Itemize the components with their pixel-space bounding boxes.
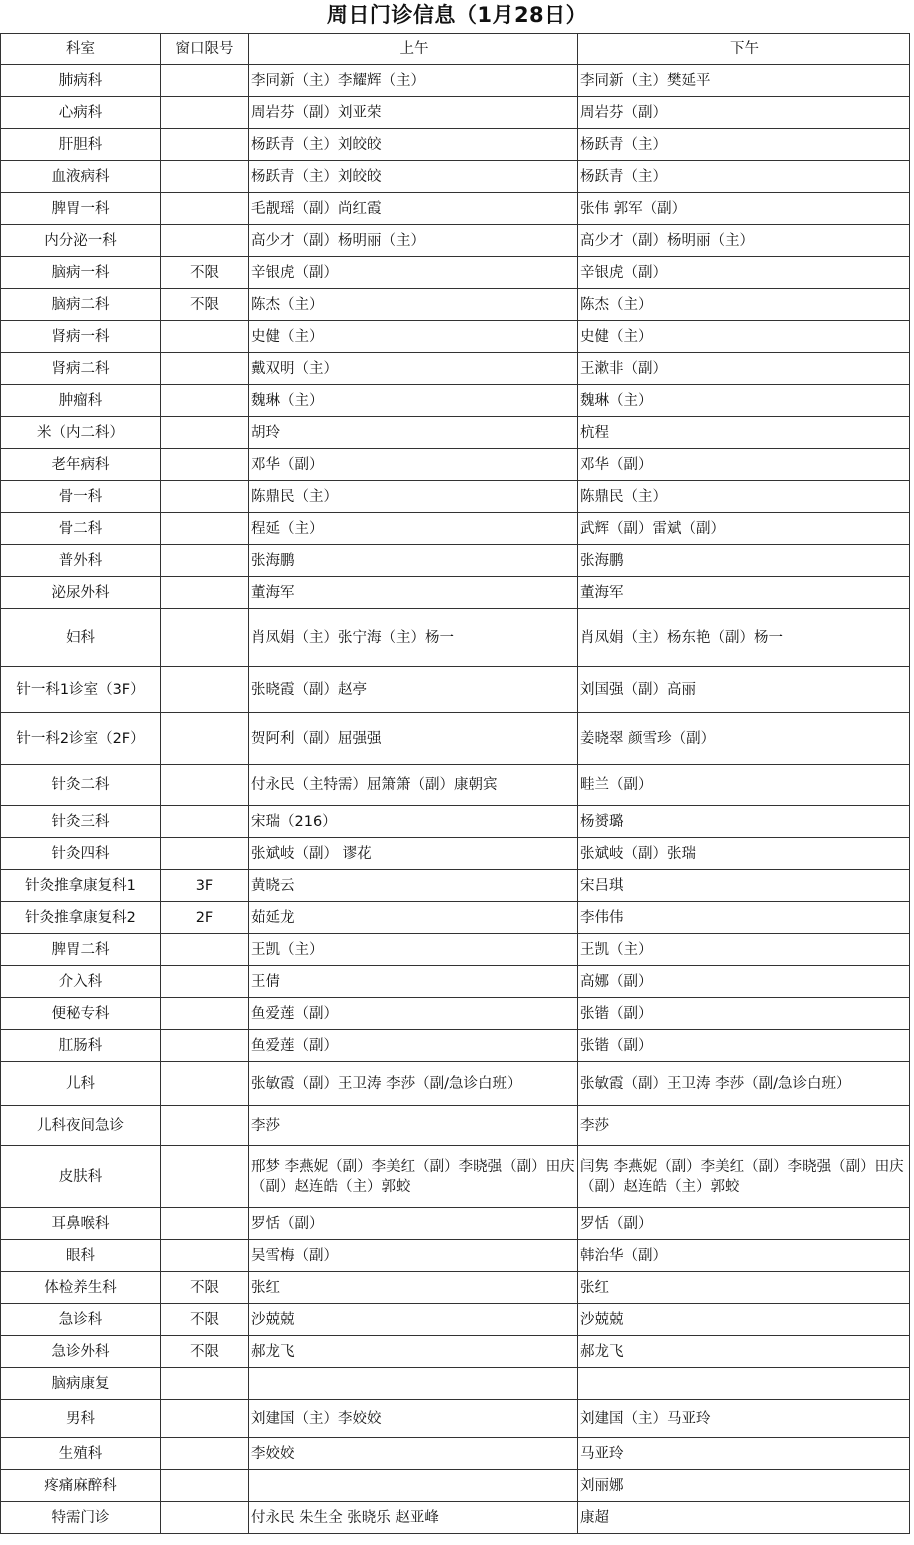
window-limit-cell: 不限 — [161, 1336, 249, 1368]
dept-cell: 便秘专科 — [1, 998, 161, 1030]
table-row — [1, 513, 910, 545]
morning-cell: 杨跃青（主）刘皎皎 — [249, 161, 578, 193]
morning-cell: 付永民（主特需）屈箫箫（副）康朝宾 — [249, 765, 578, 806]
afternoon-cell: 王凯（主） — [578, 934, 910, 966]
afternoon-cell: 辛银虎（副） — [578, 257, 910, 289]
table-row — [1, 385, 910, 417]
morning-cell: 陈杰（主） — [249, 289, 578, 321]
dept-cell: 针灸三科 — [1, 806, 161, 838]
dept-cell: 针灸推拿康复科1 — [1, 870, 161, 902]
header-dept: 科室 — [1, 34, 161, 65]
afternoon-cell: 李莎 — [578, 1106, 910, 1146]
afternoon-cell: 陈鼎民（主） — [578, 481, 910, 513]
dept-cell: 体检养生科 — [1, 1272, 161, 1304]
window-limit-cell: 不限 — [161, 257, 249, 289]
afternoon-cell: 宋吕琪 — [578, 870, 910, 902]
afternoon-cell: 高少才（副）杨明丽（主） — [578, 225, 910, 257]
dept-cell: 特需门诊 — [1, 1502, 161, 1534]
window-limit-cell — [161, 1400, 249, 1438]
table-row — [1, 1400, 910, 1438]
table-row — [1, 321, 910, 353]
dept-cell: 针灸四科 — [1, 838, 161, 870]
table-row — [1, 609, 910, 667]
window-limit-cell: 不限 — [161, 289, 249, 321]
table-row — [1, 289, 910, 321]
morning-cell: 吴雪梅（副） — [249, 1240, 578, 1272]
window-limit-cell — [161, 1030, 249, 1062]
dept-cell: 老年病科 — [1, 449, 161, 481]
dept-cell: 肿瘤科 — [1, 385, 161, 417]
afternoon-cell: 陈杰（主） — [578, 289, 910, 321]
table-row — [1, 161, 910, 193]
afternoon-cell: 李同新（主）樊延平 — [578, 65, 910, 97]
window-limit-cell — [161, 713, 249, 765]
dept-cell: 急诊科 — [1, 1304, 161, 1336]
afternoon-cell — [578, 1368, 910, 1400]
window-limit-cell — [161, 417, 249, 449]
morning-cell: 鱼爱莲（副） — [249, 998, 578, 1030]
table-row — [1, 449, 910, 481]
morning-cell — [249, 1470, 578, 1502]
morning-cell: 李同新（主）李耀辉（主） — [249, 65, 578, 97]
afternoon-cell: 姜晓翠 颜雪珍（副） — [578, 713, 910, 765]
table-row — [1, 257, 910, 289]
table-row — [1, 1062, 910, 1106]
morning-cell: 李莎 — [249, 1106, 578, 1146]
dept-cell: 皮肤科 — [1, 1146, 161, 1208]
window-limit-cell — [161, 577, 249, 609]
afternoon-cell: 刘丽娜 — [578, 1470, 910, 1502]
morning-cell: 邓华（副） — [249, 449, 578, 481]
afternoon-cell: 闫隽 李燕妮（副）李美红（副）李晓强（副）田庆（副）赵连皓（主）郭蛟 — [578, 1146, 910, 1208]
dept-cell: 儿科 — [1, 1062, 161, 1106]
dept-cell: 男科 — [1, 1400, 161, 1438]
dept-cell: 针灸二科 — [1, 765, 161, 806]
table-row — [1, 481, 910, 513]
afternoon-cell: 高娜（副） — [578, 966, 910, 998]
window-limit-cell — [161, 97, 249, 129]
morning-cell: 魏琳（主） — [249, 385, 578, 417]
afternoon-cell: 韩治华（副） — [578, 1240, 910, 1272]
dept-cell: 脾胃二科 — [1, 934, 161, 966]
window-limit-cell — [161, 998, 249, 1030]
window-limit-cell — [161, 1502, 249, 1534]
morning-cell: 郝龙飞 — [249, 1336, 578, 1368]
dept-cell: 针一科1诊室（3F） — [1, 667, 161, 713]
dept-cell: 妇科 — [1, 609, 161, 667]
afternoon-cell: 邓华（副） — [578, 449, 910, 481]
afternoon-cell: 刘建国（主）马亚玲 — [578, 1400, 910, 1438]
afternoon-cell: 张红 — [578, 1272, 910, 1304]
window-limit-cell: 3F — [161, 870, 249, 902]
dept-cell: 介入科 — [1, 966, 161, 998]
morning-cell: 张斌岐（副） 谬花 — [249, 838, 578, 870]
dept-cell: 疼痛麻醉科 — [1, 1470, 161, 1502]
table-row — [1, 713, 910, 765]
dept-cell: 肾病一科 — [1, 321, 161, 353]
table-row — [1, 353, 910, 385]
dept-cell: 脑病康复 — [1, 1368, 161, 1400]
table-row — [1, 838, 910, 870]
window-limit-cell — [161, 353, 249, 385]
window-limit-cell — [161, 65, 249, 97]
table-row — [1, 1208, 910, 1240]
table-row — [1, 1438, 910, 1470]
afternoon-cell: 罗恬（副） — [578, 1208, 910, 1240]
header-row — [1, 34, 910, 65]
window-limit-cell — [161, 193, 249, 225]
afternoon-cell: 魏琳（主） — [578, 385, 910, 417]
dept-cell: 普外科 — [1, 545, 161, 577]
afternoon-cell: 畦兰（副） — [578, 765, 910, 806]
table-row — [1, 1502, 910, 1534]
afternoon-cell: 刘国强（副）高丽 — [578, 667, 910, 713]
dept-cell: 脑病二科 — [1, 289, 161, 321]
morning-cell: 张海鹏 — [249, 545, 578, 577]
table-row — [1, 577, 910, 609]
afternoon-cell: 肖凤娟（主）杨东艳（副）杨一 — [578, 609, 910, 667]
afternoon-cell: 杨跃青（主） — [578, 129, 910, 161]
window-limit-cell — [161, 609, 249, 667]
afternoon-cell: 张伟 郭军（副） — [578, 193, 910, 225]
afternoon-cell: 史健（主） — [578, 321, 910, 353]
table-row — [1, 1470, 910, 1502]
dept-cell: 针一科2诊室（2F） — [1, 713, 161, 765]
table-row — [1, 1336, 910, 1368]
dept-cell: 肺病科 — [1, 65, 161, 97]
morning-cell: 邢梦 李燕妮（副）李美红（副）李晓强（副）田庆（副）赵连皓（主）郭蛟 — [249, 1146, 578, 1208]
table-row — [1, 902, 910, 934]
morning-cell: 周岩芬（副）刘亚荣 — [249, 97, 578, 129]
table-row — [1, 417, 910, 449]
morning-cell: 贺阿利（副）屈强强 — [249, 713, 578, 765]
afternoon-cell: 张敏霞（副）王卫涛 李莎（副/急诊白班） — [578, 1062, 910, 1106]
afternoon-cell: 杭程 — [578, 417, 910, 449]
table-row — [1, 1240, 910, 1272]
table-row — [1, 129, 910, 161]
table-row — [1, 545, 910, 577]
table-row — [1, 998, 910, 1030]
afternoon-cell: 张斌岐（副）张瑞 — [578, 838, 910, 870]
dept-cell: 针灸推拿康复科2 — [1, 902, 161, 934]
window-limit-cell — [161, 225, 249, 257]
window-limit-cell — [161, 1368, 249, 1400]
afternoon-cell: 李伟伟 — [578, 902, 910, 934]
table-row — [1, 1368, 910, 1400]
afternoon-cell: 杨跃青（主） — [578, 161, 910, 193]
dept-cell: 心病科 — [1, 97, 161, 129]
dept-cell: 骨二科 — [1, 513, 161, 545]
window-limit-cell — [161, 667, 249, 713]
morning-cell: 茹延龙 — [249, 902, 578, 934]
afternoon-cell: 武辉（副）雷斌（副） — [578, 513, 910, 545]
table-row — [1, 765, 910, 806]
table-row — [1, 870, 910, 902]
afternoon-cell: 马亚玲 — [578, 1438, 910, 1470]
window-limit-cell — [161, 1438, 249, 1470]
window-limit-cell — [161, 966, 249, 998]
afternoon-cell: 董海军 — [578, 577, 910, 609]
header-window-limit: 窗口限号 — [161, 34, 249, 65]
window-limit-cell: 2F — [161, 902, 249, 934]
morning-cell: 戴双明（主） — [249, 353, 578, 385]
window-limit-cell — [161, 161, 249, 193]
window-limit-cell — [161, 806, 249, 838]
window-limit-cell: 不限 — [161, 1272, 249, 1304]
window-limit-cell — [161, 1208, 249, 1240]
afternoon-cell: 郝龙飞 — [578, 1336, 910, 1368]
afternoon-cell: 张锴（副） — [578, 998, 910, 1030]
window-limit-cell — [161, 449, 249, 481]
morning-cell: 罗恬（副） — [249, 1208, 578, 1240]
morning-cell: 李姣姣 — [249, 1438, 578, 1470]
window-limit-cell — [161, 765, 249, 806]
afternoon-cell: 康超 — [578, 1502, 910, 1534]
dept-cell: 生殖科 — [1, 1438, 161, 1470]
table-row — [1, 1146, 910, 1208]
dept-cell: 肛肠科 — [1, 1030, 161, 1062]
window-limit-cell — [161, 1062, 249, 1106]
morning-cell: 王倩 — [249, 966, 578, 998]
table-row — [1, 1106, 910, 1146]
window-limit-cell — [161, 481, 249, 513]
dept-cell: 骨一科 — [1, 481, 161, 513]
table-row — [1, 934, 910, 966]
morning-cell: 张敏霞（副）王卫涛 李莎（副/急诊白班） — [249, 1062, 578, 1106]
morning-cell: 刘建国（主）李姣姣 — [249, 1400, 578, 1438]
table-row — [1, 667, 910, 713]
table-row — [1, 1272, 910, 1304]
morning-cell: 董海军 — [249, 577, 578, 609]
page-title: 周日门诊信息（1月28日） — [326, 3, 588, 27]
table-row — [1, 193, 910, 225]
afternoon-cell: 王漱非（副） — [578, 353, 910, 385]
window-limit-cell — [161, 1146, 249, 1208]
dept-cell: 急诊外科 — [1, 1336, 161, 1368]
table-row — [1, 65, 910, 97]
dept-cell: 脾胃一科 — [1, 193, 161, 225]
morning-cell: 宋瑞（216） — [249, 806, 578, 838]
morning-cell: 史健（主） — [249, 321, 578, 353]
morning-cell: 程延（主） — [249, 513, 578, 545]
morning-cell: 王凯（主） — [249, 934, 578, 966]
afternoon-cell: 沙兢兢 — [578, 1304, 910, 1336]
dept-cell: 肾病二科 — [1, 353, 161, 385]
dept-cell: 肝胆科 — [1, 129, 161, 161]
window-limit-cell — [161, 129, 249, 161]
morning-cell: 付永民 朱生全 张晓乐 赵亚峰 — [249, 1502, 578, 1534]
afternoon-cell: 张锴（副） — [578, 1030, 910, 1062]
dept-cell: 眼科 — [1, 1240, 161, 1272]
window-limit-cell — [161, 838, 249, 870]
dept-cell: 米（内二科） — [1, 417, 161, 449]
morning-cell: 张晓霞（副）赵亭 — [249, 667, 578, 713]
dept-cell: 泌尿外科 — [1, 577, 161, 609]
window-limit-cell — [161, 934, 249, 966]
morning-cell — [249, 1368, 578, 1400]
afternoon-cell: 杨赟璐 — [578, 806, 910, 838]
morning-cell: 辛银虎（副） — [249, 257, 578, 289]
afternoon-cell: 周岩芬（副） — [578, 97, 910, 129]
dept-cell: 血液病科 — [1, 161, 161, 193]
window-limit-cell — [161, 513, 249, 545]
morning-cell: 胡玲 — [249, 417, 578, 449]
window-limit-cell — [161, 1106, 249, 1146]
schedule-table — [0, 33, 910, 1534]
dept-cell: 耳鼻喉科 — [1, 1208, 161, 1240]
morning-cell: 高少才（副）杨明丽（主） — [249, 225, 578, 257]
morning-cell: 张红 — [249, 1272, 578, 1304]
table-row — [1, 225, 910, 257]
window-limit-cell — [161, 1470, 249, 1502]
table-row — [1, 1030, 910, 1062]
window-limit-cell — [161, 321, 249, 353]
morning-cell: 沙兢兢 — [249, 1304, 578, 1336]
header-afternoon: 下午 — [578, 34, 910, 65]
morning-cell: 肖凤娟（主）张宁海（主）杨一 — [249, 609, 578, 667]
window-limit-cell — [161, 385, 249, 417]
table-row — [1, 806, 910, 838]
table-row — [1, 966, 910, 998]
header-morning: 上午 — [249, 34, 578, 65]
window-limit-cell — [161, 1240, 249, 1272]
morning-cell: 陈鼎民（主） — [249, 481, 578, 513]
morning-cell: 鱼爱莲（副） — [249, 1030, 578, 1062]
dept-cell: 脑病一科 — [1, 257, 161, 289]
morning-cell: 毛靓瑶（副）尚红霞 — [249, 193, 578, 225]
window-limit-cell: 不限 — [161, 1304, 249, 1336]
window-limit-cell — [161, 545, 249, 577]
dept-cell: 儿科夜间急诊 — [1, 1106, 161, 1146]
afternoon-cell: 张海鹏 — [578, 545, 910, 577]
morning-cell: 杨跃青（主）刘皎皎 — [249, 129, 578, 161]
table-row — [1, 97, 910, 129]
dept-cell: 内分泌一科 — [1, 225, 161, 257]
morning-cell: 黄晓云 — [249, 870, 578, 902]
table-row — [1, 1304, 910, 1336]
